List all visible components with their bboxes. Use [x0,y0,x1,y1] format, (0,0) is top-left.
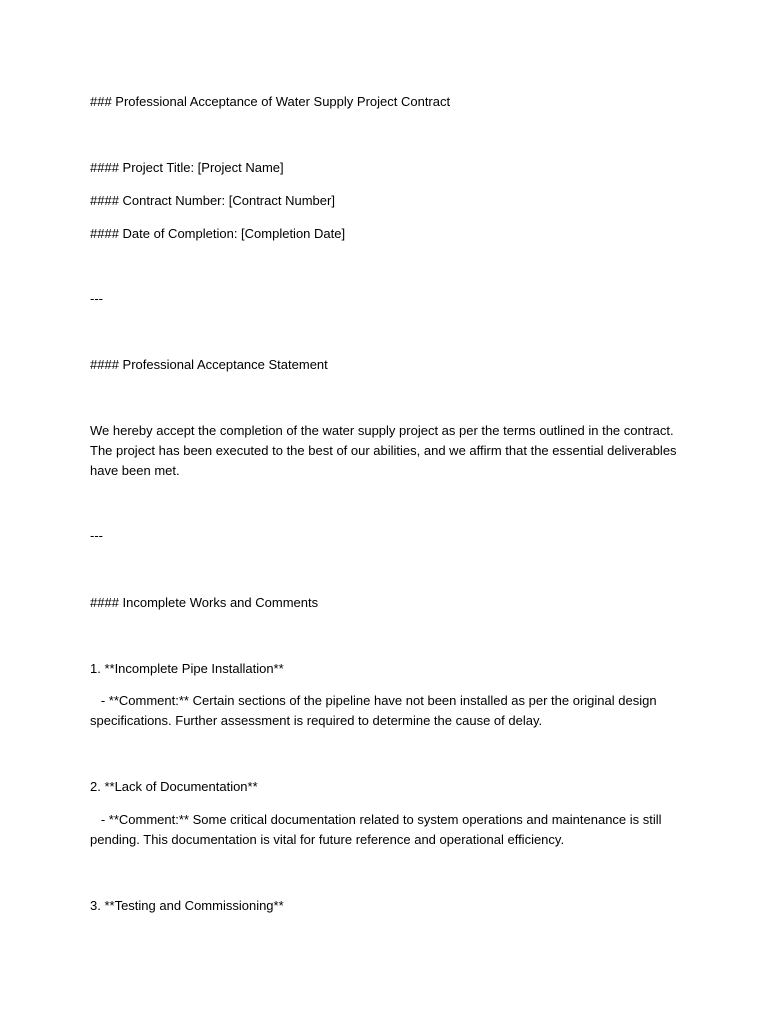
document-title: ### Professional Acceptance of Water Supply Project Contract [90,94,451,109]
separator: --- [90,528,103,543]
item-title-pipe-installation: 1. **Incomplete Pipe Installation** [90,661,284,676]
incomplete-works-heading: #### Incomplete Works and Comments [90,595,319,610]
item-comment-documentation: - **Comment:** Some critical documentation related to system operations and maintenance is still pending. This documentation is vital for future reference and operational efficiency. [90,812,666,847]
acceptance-paragraph: We hereby accept the completion of the water supply project as per the terms outlined in the contract. The project has been executed to the best of our abilities, and we affirm that the essential deliverables have been met. [90,423,681,478]
contract-number-line: #### Contract Number: [Contract Number] [90,193,335,208]
completion-date-line: #### Date of Completion: [Completion Date] [90,226,346,241]
item-comment-pipe-installation: - **Comment:** Certain sections of the pipeline have not been installed as per the original design specifications. Further assessment is required to determine the cause of delay. [90,693,661,728]
project-title-line: #### Project Title: [Project Name] [90,160,284,175]
item-title-testing-commissioning: 3. **Testing and Commissioning** [90,898,284,913]
separator: --- [90,291,103,306]
acceptance-heading: #### Professional Acceptance Statement [90,357,328,372]
item-title-documentation: 2. **Lack of Documentation** [90,779,258,794]
